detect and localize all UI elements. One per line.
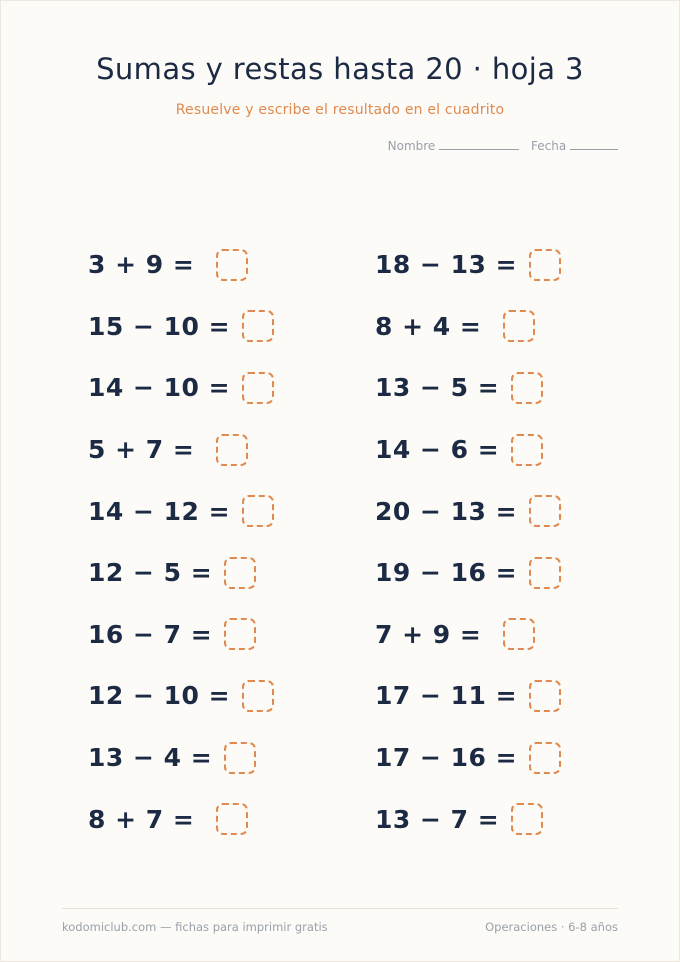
- name-date-fields: [388, 139, 618, 153]
- name-blank-line[interactable]: [439, 139, 519, 150]
- answer-box[interactable]: [242, 310, 274, 342]
- exercise-row: [88, 542, 378, 604]
- exercise-row: [88, 296, 378, 358]
- exercise-expression: 8 + 7 =: [88, 804, 195, 834]
- exercise-expression: 13 − 4 =: [88, 743, 213, 773]
- answer-box[interactable]: [511, 372, 543, 404]
- exercise-expression: 12 − 5 =: [88, 558, 213, 588]
- answer-box[interactable]: [224, 742, 256, 774]
- answer-box[interactable]: [529, 495, 561, 527]
- answer-box[interactable]: [529, 742, 561, 774]
- exercise-row: [375, 234, 665, 296]
- answer-box[interactable]: [216, 803, 248, 835]
- exercise-expression: 17 − 16 =: [375, 743, 518, 773]
- exercise-row: [88, 665, 378, 727]
- exercise-expression: 3 + 9 =: [88, 250, 195, 280]
- answer-box[interactable]: [216, 249, 248, 281]
- answer-box[interactable]: [224, 618, 256, 650]
- date-label: Fecha: [530, 139, 567, 153]
- exercise-expression: 14 − 12 =: [88, 496, 231, 526]
- answer-box[interactable]: [503, 618, 535, 650]
- exercise-expression: 14 − 6 =: [375, 435, 500, 465]
- exercise-expression: 15 − 10 =: [88, 311, 231, 341]
- exercise-expression: 12 − 10 =: [88, 681, 231, 711]
- exercise-row: [88, 234, 378, 296]
- answer-box[interactable]: [216, 434, 248, 466]
- exercise-row: [375, 357, 665, 419]
- exercise-expression: 7 + 9 =: [375, 619, 482, 649]
- footer-category: Operaciones · 6-8 años: [485, 920, 618, 934]
- exercise-row: [375, 604, 665, 666]
- answer-box[interactable]: [242, 680, 274, 712]
- exercise-column-left: [88, 234, 378, 850]
- exercise-row: [375, 480, 665, 542]
- exercise-row: [375, 296, 665, 358]
- exercise-row: [375, 788, 665, 850]
- exercise-row: [88, 727, 378, 789]
- exercise-column-right: [375, 234, 665, 850]
- exercise-expression: 20 − 13 =: [375, 496, 518, 526]
- exercise-row: [375, 665, 665, 727]
- exercise-row: [88, 604, 378, 666]
- answer-box[interactable]: [511, 803, 543, 835]
- exercise-row: [375, 542, 665, 604]
- answer-box[interactable]: [511, 434, 543, 466]
- exercise-row: [88, 419, 378, 481]
- answer-box[interactable]: [503, 310, 535, 342]
- date-blank-line[interactable]: [570, 139, 618, 150]
- footer-divider: [62, 908, 618, 909]
- answer-box[interactable]: [529, 249, 561, 281]
- footer-site-credit: kodomiclub.com — fichas para imprimir gratis: [62, 920, 328, 934]
- answer-box[interactable]: [242, 495, 274, 527]
- answer-box[interactable]: [529, 680, 561, 712]
- exercise-expression: 13 − 5 =: [375, 373, 500, 403]
- exercise-expression: 19 − 16 =: [375, 558, 518, 588]
- exercise-expression: 8 + 4 =: [375, 311, 482, 341]
- answer-box[interactable]: [242, 372, 274, 404]
- answer-box[interactable]: [224, 557, 256, 589]
- worksheet-title: Sumas y restas hasta 20 · hoja 3: [96, 52, 584, 86]
- worksheet-subtitle: Resuelve y escribe el resultado en el cuadrito: [175, 102, 505, 118]
- answer-box[interactable]: [529, 557, 561, 589]
- exercise-expression: 5 + 7 =: [88, 435, 195, 465]
- exercise-expression: 18 − 13 =: [375, 250, 518, 280]
- exercise-row: [88, 357, 378, 419]
- exercise-expression: 16 − 7 =: [88, 619, 213, 649]
- exercise-expression: 17 − 11 =: [375, 681, 518, 711]
- exercise-row: [375, 727, 665, 789]
- exercise-expression: 13 − 7 =: [375, 804, 500, 834]
- exercise-row: [88, 480, 378, 542]
- exercise-expression: 14 − 10 =: [88, 373, 231, 403]
- exercise-row: [88, 788, 378, 850]
- exercise-row: [375, 419, 665, 481]
- name-label: Nombre: [387, 139, 436, 153]
